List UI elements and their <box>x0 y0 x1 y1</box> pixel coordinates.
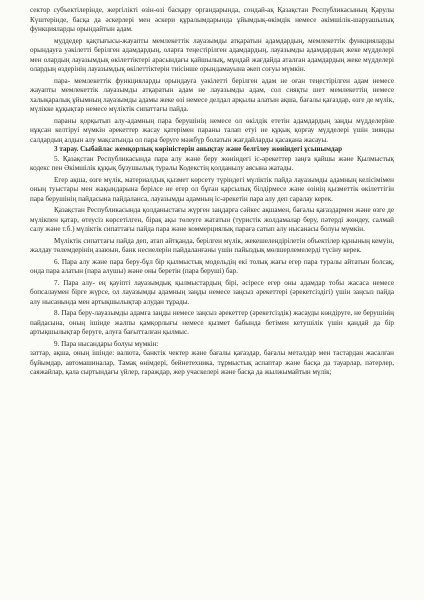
paragraph-5: 5. Қазақстан Республикасында пара алу және беру жөніндегі іс-әрекеттер заңға қайшы және Қылмыстық кодекс пен Әкімшілік құқық бұзушылық туралы Кодекстің қолданылу аясына жатады. <box>30 154 394 172</box>
paragraph-7: 7. Пара алу- ең қауіпті лауазымдық қылмыстардың бірі, әсіресе егер оны адамдар тобы жасаса немесе бопсалаумен бірге жүрсе, ол лауазымды адамның заңды немесе заңсыз әрекеттері (әрекетсіздігі) үшін заңсыз пайда алу нысанында мен артықшылықтар алудан тұрады. <box>30 278 394 306</box>
paragraph-5-property-benefit: Мүліктік сипаттағы пайда деп, атап айтқанда, берілген мүлік, жекешелендірілетін объектілер құнының кемуін, жалдау төлемдерінің азаюын, банк несиелерін пайдаланғаны үшін пайыздық мөлшерлемелерді түсіну керек. <box>30 236 394 254</box>
paragraph-5-legislation: Қазақстан Республикасында қолданыстағы жүрген заңдарға сәйкес ақшамен, бағалы қағаздармен және өзге де мүлікпен қатар, өтеусіз көрсетілген, бірақ ақы төлеуге жататын (туристік жолдамалар беру, пәтерді жөндеу, салмай салу және т.б.) мүліктік сипаттағы пайда пара және коммерциялық параға сатып алу нысанасы болуы мүмкін. <box>30 206 394 233</box>
paragraph-definition-conflict-of-interest: муддедер қақтығысы-жауапты мемлекеттік лауазымды атқаратын адамдардың, мемлекеттік функцияларды орындауға уәкілетті берілген адамдардың, оларға теңестірілген адамдардың, лауазымды адамдардың жеке мүдделері мен олардың лауазымдық өкілеттіктері арасындағы қайшылық, мұндай жағдайда аталған адамдардың жеке мүдделері олардың өздерінің лауазымдық өкілеттіктерін тиісінше орындамауына әкеп соғуы мүмкін. <box>30 36 394 73</box>
document-body <box>30 6 394 378</box>
paragraph-definition-bribe: пара- мемлекеттік функцияларды орындауға уәкілетті берілген адам не оған теңестірілген адам немесе жауапты мемлекеттік лауазымды атқаратын адам не лауазымды адам, сол сияқты шет мемлекеттің немесе халықаралық ұйымның лауазымды адамы жеке өзі немесе делдал арқылы алатын ақша, бағалы қағаздар, өзге де мүлік, мүлікке құқықтар немесе мүліктік сипаттағы пайда. <box>30 76 394 113</box>
paragraph-definition-extortion: параны қорқытып алу-адамның пара берушінің немесе ол өкілдік ететін адамдардың заңды мүдделеріне нұқсан келтіруі мүмкін әрекеттер жасау қатерімен параны талап етуі не құқық қорғау мүдделері үшін зиянды салдардың алдын алу мақсатында ол пара беруге мәжбүр болатын жағдайларды қасақана жасауы. <box>30 116 394 144</box>
paragraph-5-relatives: Егер ақша, өзге мүлік, материалдық қызмет көрсету түріндегі мүліктік пайда лауазымды адамның келісімімен оның туыстары мен жақындарына берілсе не егер ол бұған қарсылық білдірмесе және өзінің қызметтік өкілеттігін пара берушінің пайдасына пайдаланса, лауазымды адамның іс-әрекетін пара алу деп саралау керек. <box>30 175 394 203</box>
paragraph-8: 8. Пара беру-лауазымды адамға заңды немесе заңсыз әрекеттер (әрекетсіздік) жасауды көндіруге, не берушінің пайдасына, оның ішінде жалпы қамқорлығы немесе қызмет бабында бетімен кетушілік үшін қандай да бір артықшылықтар беруге, алуға бағытталған қылмыс. <box>30 309 394 336</box>
paragraph-6: 6. Пара алу және пара беру-бұл бір қылмыстық модельдің екі толық жағы егер пара туралы айтатын болсақ, онда пара алатын (пара алушы) және оны беретін (пара беруші) бар. <box>30 257 394 275</box>
paragraph-9: 9. Пара нысандары болуы мүмкін: <box>54 339 159 348</box>
paragraph-9-forms: заттар, ақша, оның ішінде: валюта, банктік чектер және бағалы қағаздар, бағалы металдар мен тастардан жасалған бұйымдар, автомашиналар, Тамақ өнімдері, бейнетехника, тұрмыстық аспаптар және басқа да тауарлар, пәтерлер, саяжайлар, қала сыртындағы үйлер, гараждар, жер учаскелері және басқа да жылжымайтын мүлік; <box>30 349 394 376</box>
paragraph-definition-official: сектор субъектілерінде, жергілікті өзін-өзі басқару органдарында, сондай-ақ Қазақстан Республикасының Қарулы Күштерінде, басқа да әскерлері мен әскери құралымдарында ұйымдық-өкімдік немесе әкімшілік-шаруашылық функцияларды орындайтын адам. <box>30 6 394 33</box>
chapter-3-heading: 3 тарау. Сыбайлас жемқорлық көріністерін анықтау және белгілеу жөніндегі ұсынымдар <box>54 145 343 153</box>
